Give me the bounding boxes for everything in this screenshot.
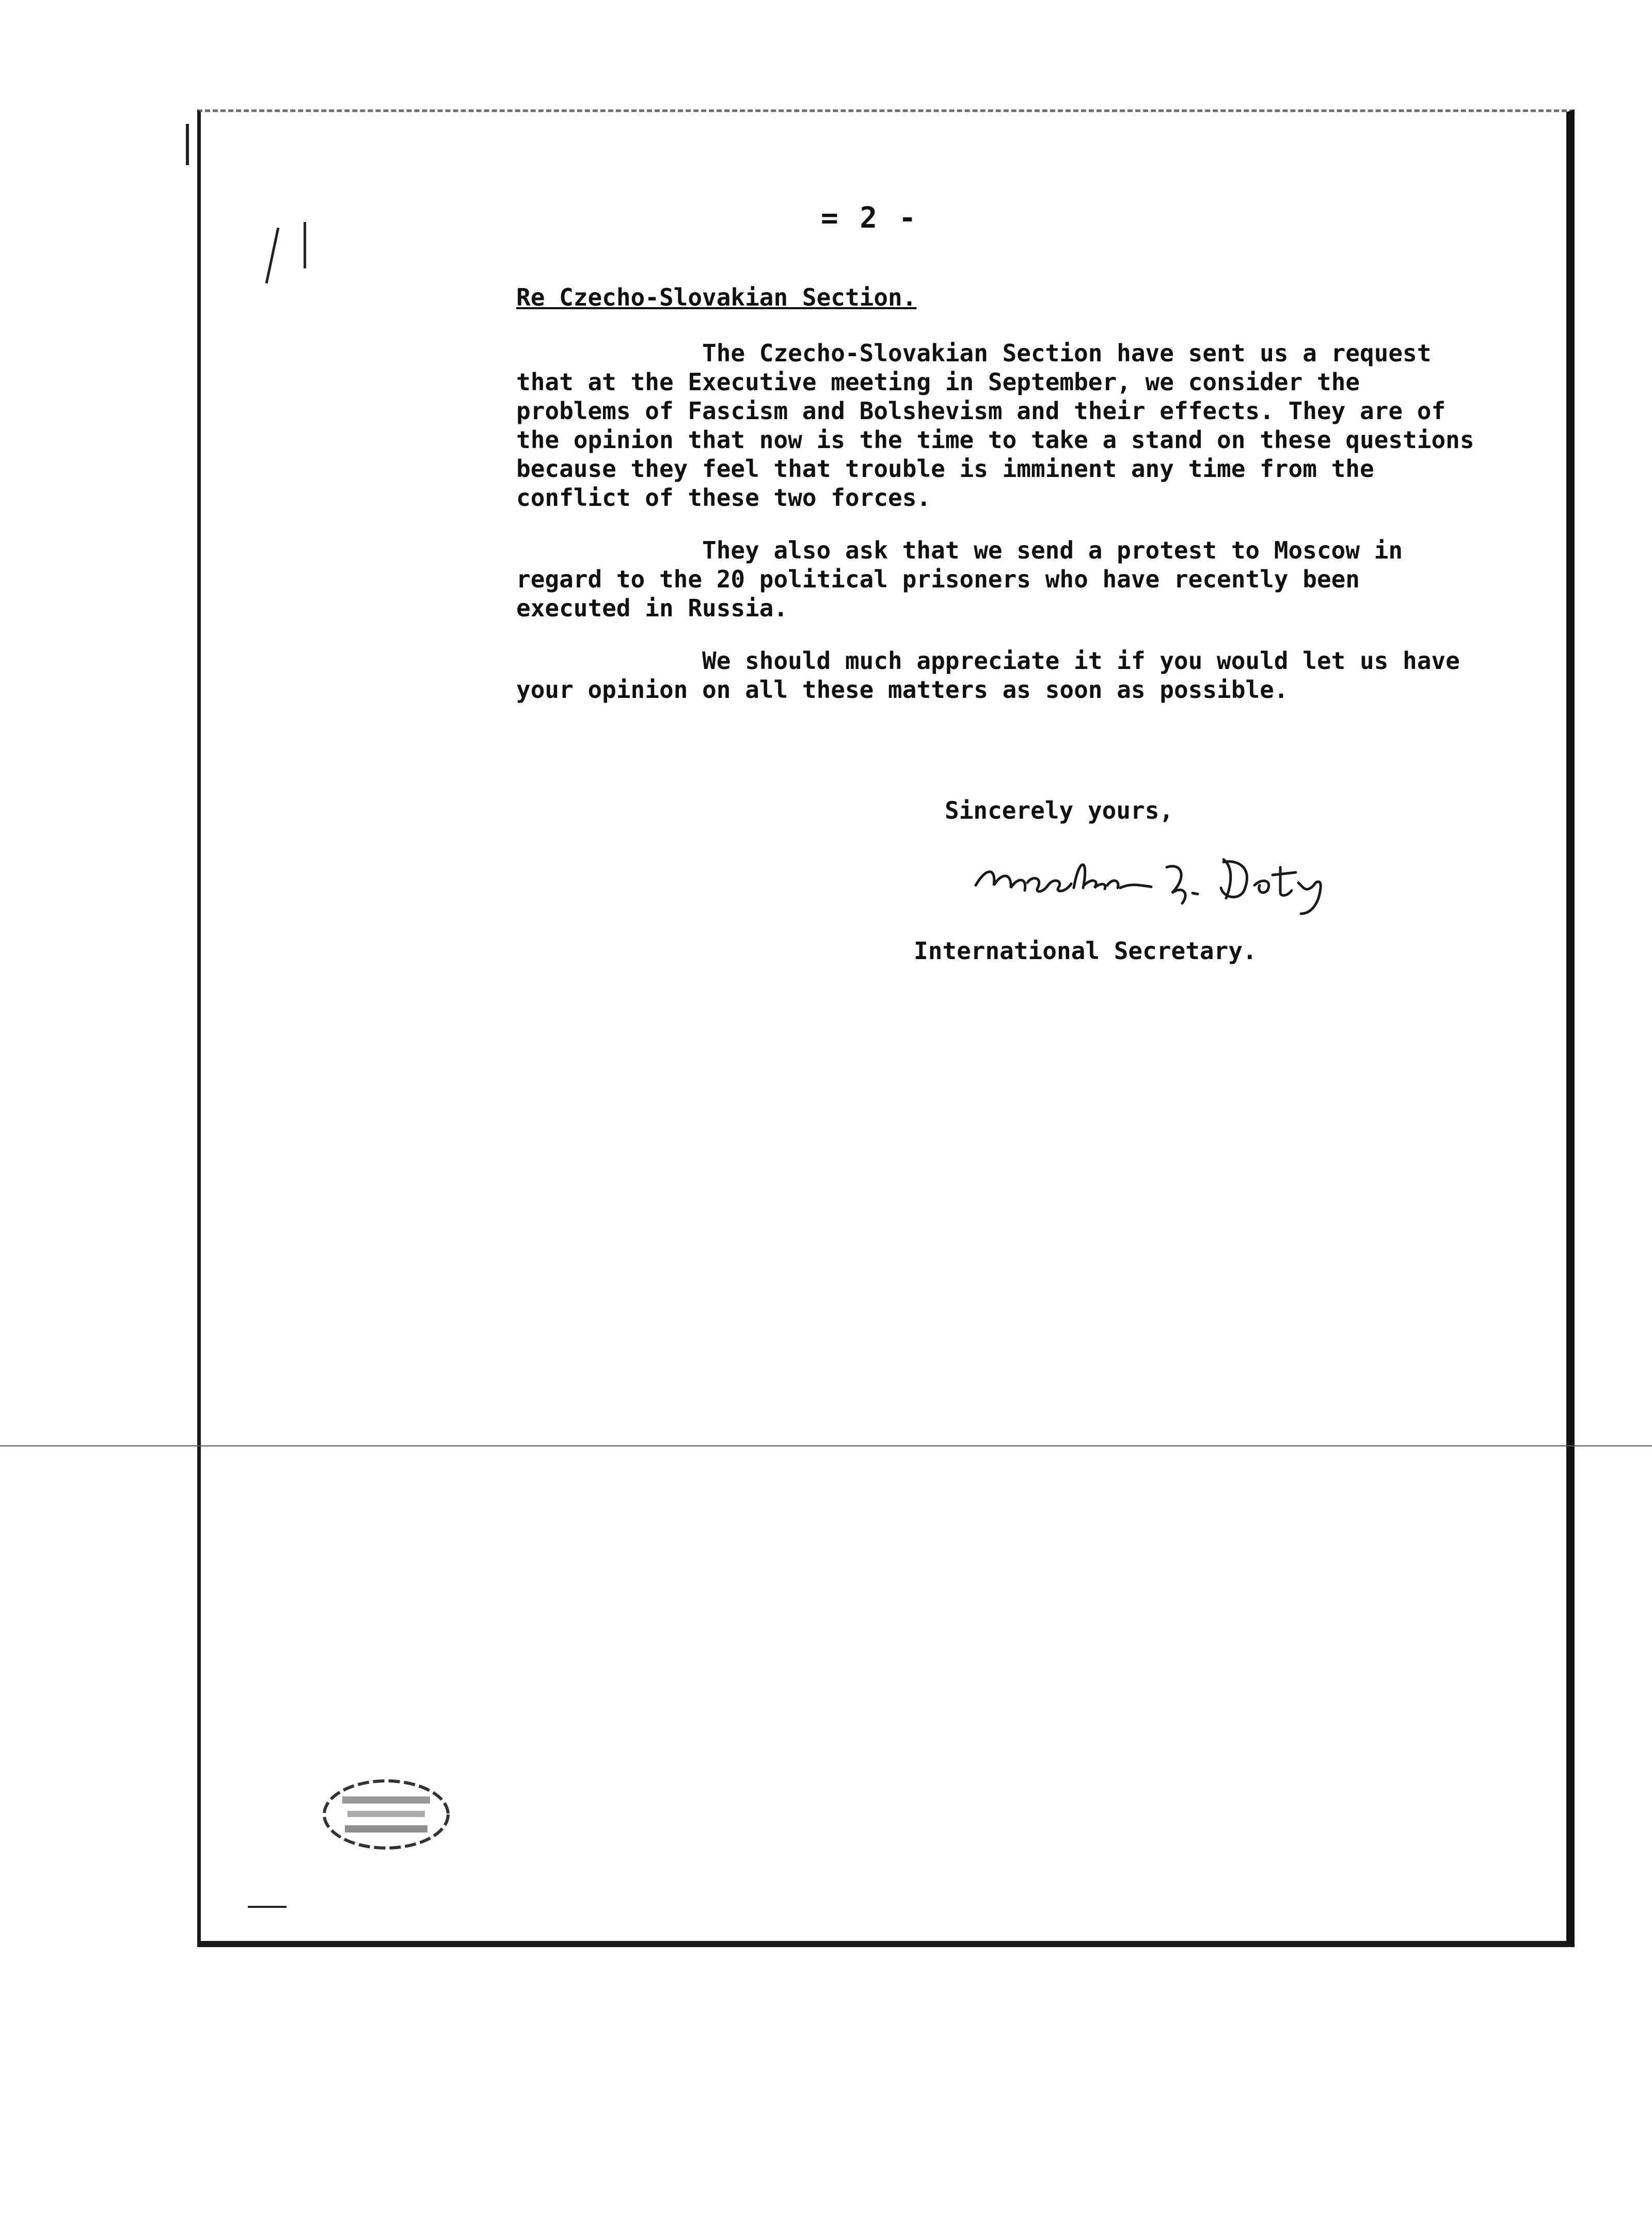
letter-paragraph-3: We should much appreciate it if you would let us have your opinion on all these matters as soon as possible. bbox=[516, 647, 1460, 704]
margin-dash-mark bbox=[248, 1906, 287, 1908]
signer-title: International Secretary. bbox=[914, 937, 1257, 965]
page-number: = 2 - bbox=[821, 201, 918, 235]
letter-heading: Re Czecho-Slovakian Section. bbox=[516, 283, 917, 311]
letter-body bbox=[516, 283, 1476, 728]
letter-paragraph-2: They also ask that we send a protest to Moscow in regard to the 20 political prisoners who have recently been executed in Russia. bbox=[516, 536, 1403, 622]
handwritten-signature bbox=[965, 836, 1368, 919]
edge-mark bbox=[186, 124, 189, 165]
letter-paragraph-1: The Czecho-Slovakian Section have sent us a request that at the Executive meeting in September, we consider the problems of Fascism and Bolshevism and their effects. They are of the opinion that now is the time to take a stand on these questions because they feel that trouble is imminent any time from the conflict of these two forces. bbox=[516, 339, 1474, 512]
scan-fold-line bbox=[0, 1445, 1652, 1446]
archive-stamp bbox=[319, 1776, 453, 1853]
margin-pencil-mark bbox=[304, 222, 306, 268]
letter-closing: Sincerely yours, bbox=[945, 797, 1174, 824]
